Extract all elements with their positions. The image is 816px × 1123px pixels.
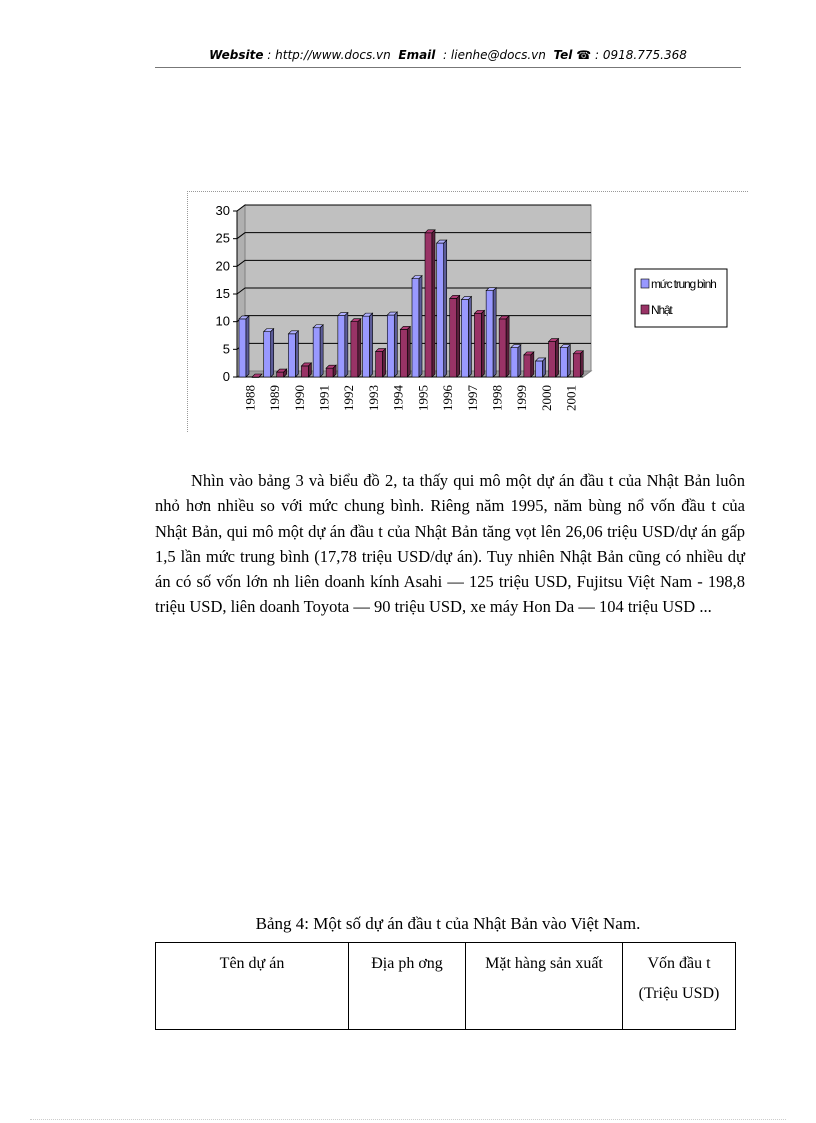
bar-1-1999 [524,355,531,377]
table-header-row [156,943,736,1030]
bar-side-0-1990 [295,331,298,377]
bar-side-0-1988 [246,316,249,377]
body-paragraph: Nhìn vào bảng 3 và biểu đồ 2, ta thấy qui mô một dự án đầu t của Nhật Bản luôn nhỏ hơn nhiều so với mức chung bình. Riêng năm 1995, năm bùng nổ vốn đầu t của Nhật Bản, qui mô một dự án đầu t của Nhật Bản tăng vọt lên 26,06 triệu USD/dự án gấp 1,5 lần mức trung bình (17,78 triệu USD/dự án). Tuy nhiên Nhật Bản cũng có nhiều dự án có số vốn lớn nh liên doanh kính Asahi — 125 triệu USD, Fujitsu Việt Nam - 198,8 triệu USD, liên doanh Toyota — 90 triệu USD, xe máy Hon Da — 104 triệu USD ... [155,471,745,617]
y-tick-label: 25 [215,230,230,246]
bar-side-1-1997 [481,310,484,377]
bar-0-1992 [338,316,345,377]
phone-icon: ☎ [576,48,592,62]
legend-label: Nhật [651,303,672,317]
bar-0-1991 [313,328,320,377]
bar-1-1996 [450,298,457,377]
bar-side-0-1995 [419,276,422,377]
header-divider [155,67,741,68]
bar-1-1997 [474,313,481,377]
bar-1-1992 [351,322,358,377]
bar-1-1990 [301,366,308,377]
email-label: Email [398,48,436,62]
y-tick-label: 30 [215,203,230,218]
x-tick-label: 2000 [538,385,554,411]
bar-0-1990 [288,334,295,377]
bar-side-1-1999 [531,352,534,377]
bar-side-0-1993 [370,313,373,377]
y-tick-label: 10 [215,313,230,329]
bar-side-0-1999 [518,345,521,377]
x-tick-label: 2001 [563,385,579,411]
x-tick-label: 1989 [267,385,283,411]
bar-side-1-2001 [580,351,583,377]
table-caption: Bảng 4: Một số dự án đầu t của Nhật Bản vào Việt Nam. [255,914,641,933]
capital-label: Vốn đầu t [647,955,711,972]
bar-0-1999 [511,348,518,377]
bar-side-0-1996 [444,240,447,377]
bar-side-0-1991 [320,325,323,377]
bar-side-1-1994 [407,326,410,377]
website-label: Website [209,48,264,62]
tel-value: : 0918.775.368 [595,48,687,62]
bar-0-2000 [536,361,543,377]
bar-1-1994 [400,329,407,377]
col-header-product: Mặt hàng sản xuất [466,943,623,1030]
bar-1-1998 [499,319,506,377]
col-header-capital [623,943,736,1030]
x-tick-label: 1993 [365,385,381,411]
website-value: : http://www.docs.vn [267,48,391,62]
bar-1-2000 [549,342,556,377]
bar-1-1989 [277,372,284,377]
tel-label: Tel [553,48,573,62]
y-tick-label: 5 [222,341,230,357]
col-header-location: Địa ph ơng [349,943,466,1030]
bar-side-1-2000 [556,339,559,377]
bar-0-1989 [264,332,271,377]
x-tick-label: 1999 [514,385,530,411]
bar-side-1-1996 [457,295,460,377]
bar-0-1997 [461,300,468,377]
bar-0-1996 [437,243,444,377]
bar-side-0-2000 [543,358,546,377]
x-tick-label: 1994 [390,385,406,411]
bar-0-1998 [486,291,493,377]
x-tick-label: 1991 [316,385,332,411]
legend-label: mức trung bình [651,277,716,291]
x-tick-label: 1988 [242,385,258,411]
bar-side-1-1998 [506,316,509,377]
bar-side-0-1994 [394,312,397,377]
bar-chart [187,191,747,431]
y-tick-label: 15 [215,286,230,301]
body-text [155,468,745,620]
bar-1-2001 [573,354,580,377]
col-header-project-name: Tên dự án [156,943,349,1030]
bar-side-0-1989 [271,329,274,377]
capital-unit: (Triệu USD) [638,985,720,1002]
x-tick-label: 1996 [440,385,456,411]
footer-divider [30,1119,786,1120]
projects-table [155,942,736,1030]
bar-1-1995 [425,233,432,377]
x-tick-label: 1992 [341,385,357,411]
bar-1-1993 [376,352,383,377]
y-tick-label: 20 [215,258,230,274]
bar-side-1-1995 [432,230,435,377]
bar-side-0-1998 [493,288,496,377]
bar-0-1995 [412,279,419,377]
x-tick-label: 1995 [415,385,431,411]
page-header [155,48,741,62]
x-tick-label: 1990 [291,385,307,411]
bar-side-1-1993 [383,349,386,377]
legend-swatch [641,279,649,288]
legend-swatch [641,305,649,314]
bar-0-1994 [387,315,394,377]
bar-0-2001 [560,348,567,377]
x-tick-label: 1997 [464,385,480,411]
bar-1-1991 [326,368,333,377]
bar-0-1993 [363,316,370,377]
email-value: : lienhe@docs.vn [443,48,546,62]
bar-side-1-1992 [358,319,361,377]
y-tick-label: 0 [222,369,230,384]
x-tick-label: 1998 [489,385,505,411]
bar-side-0-1992 [345,313,348,377]
bar-side-0-2001 [567,345,570,377]
bar-side-0-1997 [468,297,471,377]
bar-0-1988 [239,319,246,377]
